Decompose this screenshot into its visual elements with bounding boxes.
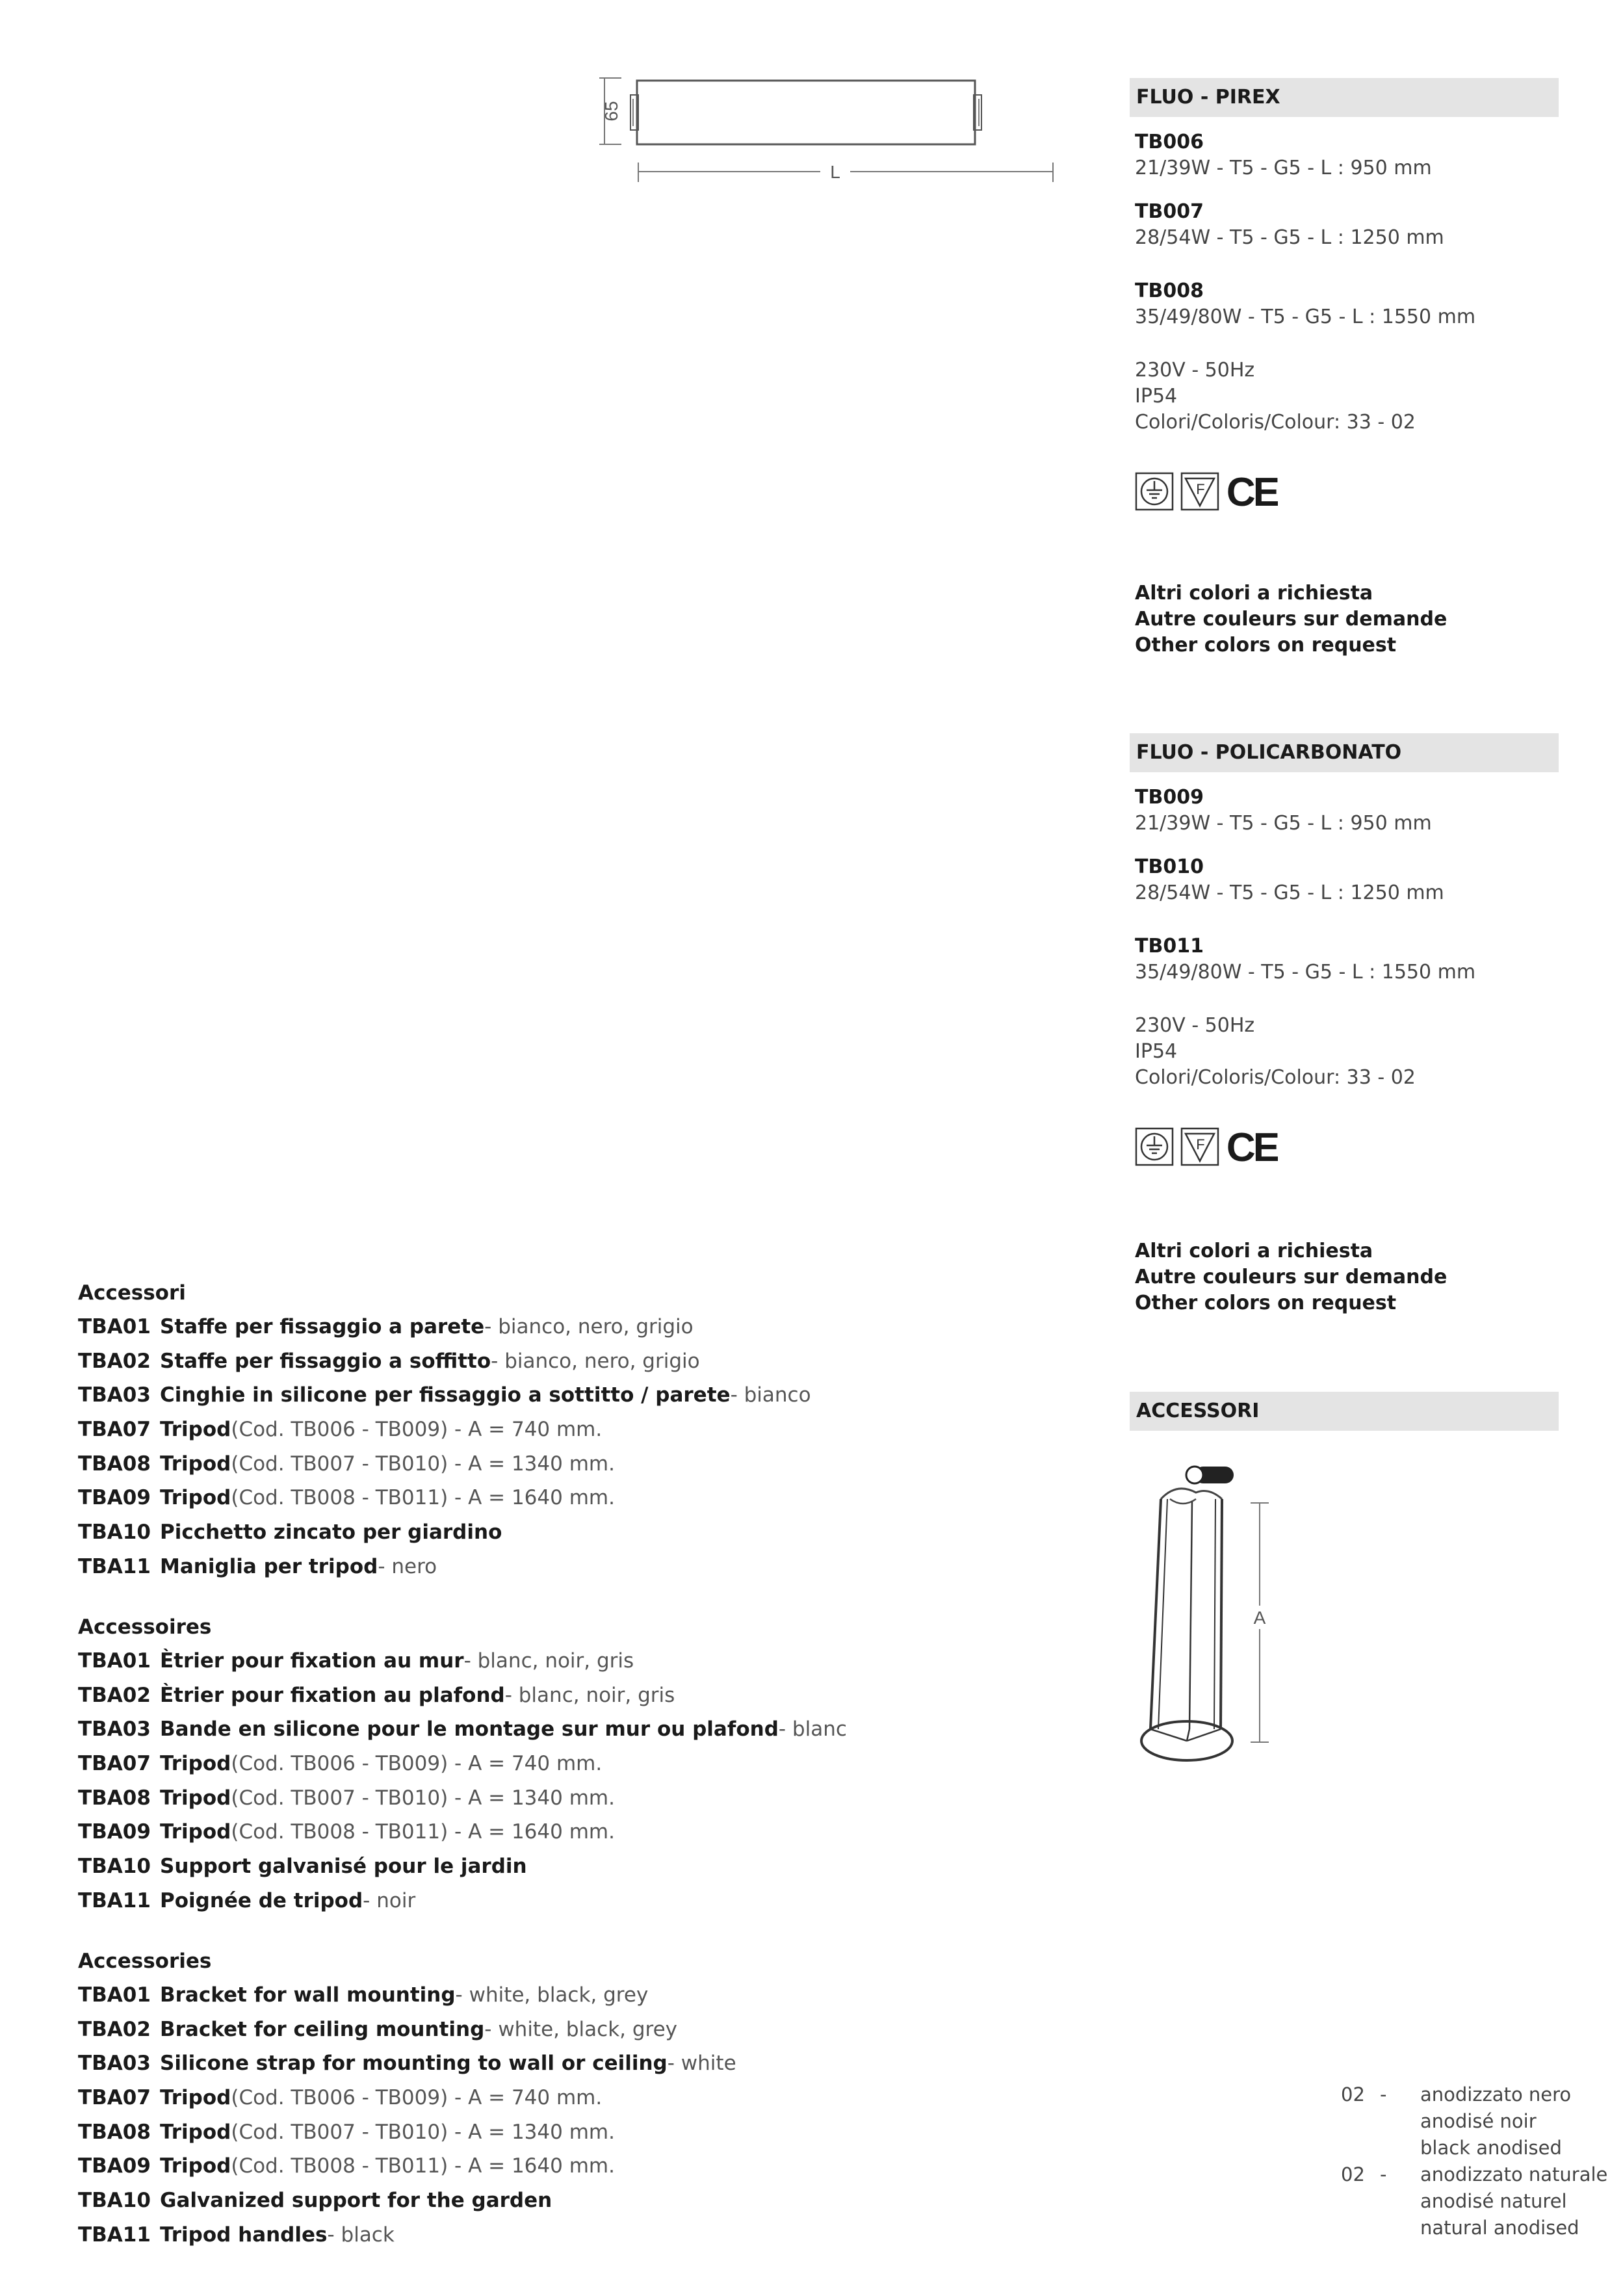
f-mark-icon — [1180, 1127, 1219, 1166]
accessory-list-it — [78, 1314, 811, 1588]
finish-item: 02 - anodizzato naturale — [1341, 2163, 1608, 2185]
voltage: 230V - 50Hz — [1135, 359, 1255, 382]
section-title-policarbonato: FLUO - POLICARBONATO — [1130, 733, 1559, 772]
ce-mark-icon — [1226, 469, 1278, 514]
list-item: TBA09 Tripod (Cod. TB008 - TB011) - A = 1640 mm. — [78, 1820, 615, 1844]
svg-text:F: F — [1196, 1136, 1205, 1153]
list-item: TBA07 Tripod (Cod. TB006 - TB009) - A = 740 mm. — [78, 1752, 603, 1776]
model-code: TB007 — [1135, 200, 1204, 223]
colour-codes: Colori/Coloris/Colour: 33 - 02 — [1135, 411, 1416, 434]
certification-marks — [1135, 1125, 1278, 1169]
section-title-pirex: FLUO - PIREX — [1130, 78, 1559, 117]
finish-item-line: anodisé noir — [1420, 2110, 1537, 2132]
finish-item-line: black anodised — [1420, 2137, 1562, 2159]
ip-rating: IP54 — [1135, 385, 1178, 408]
fixture-drawing — [585, 65, 1072, 195]
colors-note: Altri colori a richiesta Autre couleurs sur demande Other colors on request — [1135, 1240, 1448, 1314]
list-item: TBA10 Support galvanisé pour le jardin — [78, 1855, 527, 1879]
model-code: TB011 — [1135, 935, 1204, 958]
list-item: TBA03 Bande en silicone pour le montage sur mur ou plafond - blanc — [78, 1717, 847, 1742]
finish-item-line: natural anodised — [1420, 2217, 1579, 2239]
dimension-a-label: A — [1253, 1608, 1266, 1628]
accessory-heading-it: Accessori — [78, 1281, 186, 1305]
list-item: TBA01 Staffe per fissaggio a parete - bianco, nero, grigio — [78, 1315, 694, 1338]
list-item: TBA03 Cinghie in silicone per fissaggio a sottitto / parete - bianco — [78, 1383, 811, 1407]
model-spec: 35/49/80W - T5 - G5 - L : 1550 mm — [1135, 306, 1476, 328]
list-item: TBA01 Ètrier pour fixation au mur - blanc, noir, gris — [78, 1649, 634, 1673]
list-item: TBA01 Bracket for wall mounting - white, black, grey — [78, 1983, 649, 2007]
class1-earth-icon — [1135, 472, 1174, 511]
f-mark-icon — [1180, 472, 1219, 511]
height-label: 65 — [601, 101, 621, 122]
model-block — [1135, 129, 1432, 181]
model-code: TB006 — [1135, 131, 1204, 153]
finish-item-line: anodisé naturel — [1420, 2190, 1567, 2212]
ce-mark-icon — [1226, 1125, 1278, 1169]
list-item: TBA02 Ètrier pour fixation au plafond - blanc, noir, gris — [78, 1683, 675, 1707]
model-block — [1135, 854, 1444, 906]
list-item: TBA08 Tripod (Cod. TB007 - TB010) - A = 1340 mm. — [78, 1786, 615, 1810]
list-item: TBA07 Tripod (Cod. TB006 - TB009) - A = 740 mm. — [78, 1418, 603, 1442]
model-block — [1135, 199, 1444, 251]
finish-legend — [1341, 2081, 1607, 2241]
list-item: TBA10 Galvanized support for the garden — [78, 2189, 552, 2213]
model-spec: 28/54W - T5 - G5 - L : 1250 mm — [1135, 226, 1444, 249]
ip-rating: IP54 — [1135, 1040, 1178, 1063]
colors-note: Altri colori a richiesta Autre couleurs sur demande Other colors on request — [1135, 582, 1448, 657]
certification-marks — [1135, 469, 1278, 514]
list-item: TBA08 Tripod (Cod. TB007 - TB010) - A = 1340 mm. — [78, 2120, 615, 2144]
list-item: TBA11 Maniglia per tripod - nero — [78, 1554, 437, 1578]
model-code: TB010 — [1135, 855, 1204, 878]
model-code: TB009 — [1135, 786, 1204, 809]
model-block — [1135, 785, 1432, 837]
list-item: TBA11 Poignée de tripod - noir — [78, 1888, 416, 1912]
list-item: TBA08 Tripod (Cod. TB007 - TB010) - A = 1340 mm. — [78, 1452, 615, 1476]
list-item: TBA11 Tripod handles - black — [78, 2223, 395, 2247]
svg-text:CE: CE — [1226, 1125, 1278, 1169]
list-item: TBA07 Tripod (Cod. TB006 - TB009) - A = 740 mm. — [78, 2086, 603, 2110]
electrical-specs — [1135, 1013, 1416, 1091]
list-item: TBA10 Picchetto zincato per giardino — [78, 1520, 502, 1545]
tripod-drawing — [1124, 1456, 1293, 1775]
list-item: TBA09 Tripod (Cod. TB008 - TB011) - A = 1640 mm. — [78, 2154, 615, 2178]
voltage: 230V - 50Hz — [1135, 1014, 1255, 1037]
model-spec: 21/39W - T5 - G5 - L : 950 mm — [1135, 812, 1432, 835]
svg-text:F: F — [1196, 481, 1205, 497]
length-label: L — [830, 162, 840, 182]
model-spec: 21/39W - T5 - G5 - L : 950 mm — [1135, 157, 1432, 179]
section-title-accessori: ACCESSORI — [1130, 1392, 1559, 1431]
model-block — [1135, 933, 1475, 985]
model-spec: 35/49/80W - T5 - G5 - L : 1550 mm — [1135, 961, 1476, 984]
colour-codes: Colori/Coloris/Colour: 33 - 02 — [1135, 1066, 1416, 1089]
accessory-heading-en: Accessories — [78, 1950, 212, 1973]
model-block — [1135, 278, 1475, 330]
model-spec: 28/54W - T5 - G5 - L : 1250 mm — [1135, 881, 1444, 904]
electrical-specs — [1135, 358, 1416, 436]
finish-item: 02 - anodizzato nero — [1341, 2083, 1572, 2106]
svg-text:CE: CE — [1226, 470, 1278, 514]
class1-earth-icon — [1135, 1127, 1174, 1166]
model-code: TB008 — [1135, 280, 1204, 302]
list-item: TBA02 Staffe per fissaggio a soffitto - bianco, nero, grigio — [78, 1349, 700, 1373]
accessory-list-fr — [78, 1648, 847, 1922]
list-item: TBA09 Tripod (Cod. TB008 - TB011) - A = 1640 mm. — [78, 1486, 615, 1510]
accessory-list-en — [78, 1982, 736, 2256]
accessory-heading-fr: Accessoires — [78, 1615, 212, 1639]
list-item: TBA03 Silicone strap for mounting to wall or ceiling - white — [78, 2052, 736, 2076]
list-item: TBA02 Bracket for ceiling mounting - white, black, grey — [78, 2017, 678, 2041]
